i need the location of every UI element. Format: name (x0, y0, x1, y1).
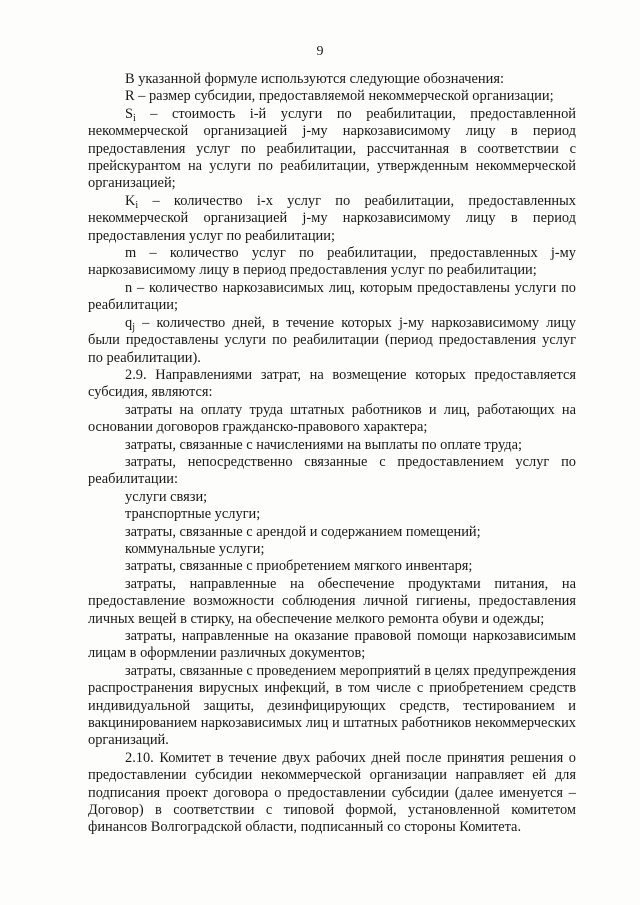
paragraph: В указанной формуле используются следующие обозначения: (125, 71, 504, 87)
list-item: затраты, связанные с арендой и содержанием помещений; (125, 523, 481, 540)
paragraph: 2.9. Направлениями затрат, на возмещение которых предоставляется субсидия, являются: (88, 366, 576, 401)
page-number: 9 (316, 44, 324, 59)
paragraph: затраты, непосредственно связанные с предоставлением услуг по реабилитации: (88, 453, 576, 488)
list-item: услуги связи; (125, 488, 208, 505)
paragraph: затраты, связанные с проведением мероприятий в целях предупреждения распространения вирусных инфекций, в том числе с приобретением средств индивидуальной защиты, дезинфицирующих средств, тестированием и вакцинированием наркозависимых лиц и штатных работников некоммерческих организаций. (88, 662, 576, 749)
paragraph: затраты, направленные на обеспечение продуктами питания, на предоставление возможности соблюдения личной гигиены, предоставления личных вещей в стирку, на обеспечение мелкого ремонта обуви и одежды; (88, 575, 576, 627)
paragraph: m – количество услуг по реабилитации, предоставленных j-му наркозависимому лицу в период предоставления услуг по реабилитации; (88, 245, 576, 279)
paragraph: n – количество наркозависимых лиц, которым предоставлены услуги по реабилитации; (88, 279, 576, 314)
paragraph: R – размер субсидии, предоставляемой некоммерческой организации; (125, 88, 554, 105)
list-item: коммунальные услуги; (125, 540, 265, 557)
paragraph: затраты, направленные на оказание правовой помощи наркозависимым лицам в оформлении различных документов; (88, 628, 576, 662)
paragraph: $S_i$ – стоимость i-й услуги по реабилитации, предоставленной некоммерческой организацией j-му наркозависимому лицу в период предоставления услуг по реабилитации, рассчитанная в соответствии с прейскурантом на услуги по реабилитации, утвержденным некоммерческой организацией; (88, 105, 576, 192)
paragraph: затраты, связанные с начислениями на выплаты по оплате труда; (125, 436, 523, 453)
list-item: затраты, связанные с приобретением мягкого инвентаря; (125, 558, 473, 575)
list-item: транспортные услуги; (125, 506, 261, 523)
paragraph: $q_j$ – количество дней, в течение которых j-му наркозависимому лицу были предоставлены услуги по реабилитации (период предоставления услуг по реабилитации). (88, 314, 576, 366)
paragraph: $K_i$ – количество i-х услуг по реабилитации, предоставленных некоммерческой организацией j-му наркозависимому лицу в период предоставления услуг по реабилитации; (88, 192, 576, 244)
paragraph: 2.10. Комитет в течение двух рабочих дней после принятия решения о предоставлении субсидии некоммерческой организации направляет ей для подписания проект договора о предоставлении субсидии (далее именуется – Договор) в соответствии с типовой формой, установленной комитетом финансов Волгоградской области, подписанный со стороны Комитета. (88, 749, 576, 836)
document-body (88, 71, 576, 837)
paragraph: затраты на оплату труда штатных работников и лиц, работающих на основании договоров гражданско-правового характера; (88, 401, 576, 436)
